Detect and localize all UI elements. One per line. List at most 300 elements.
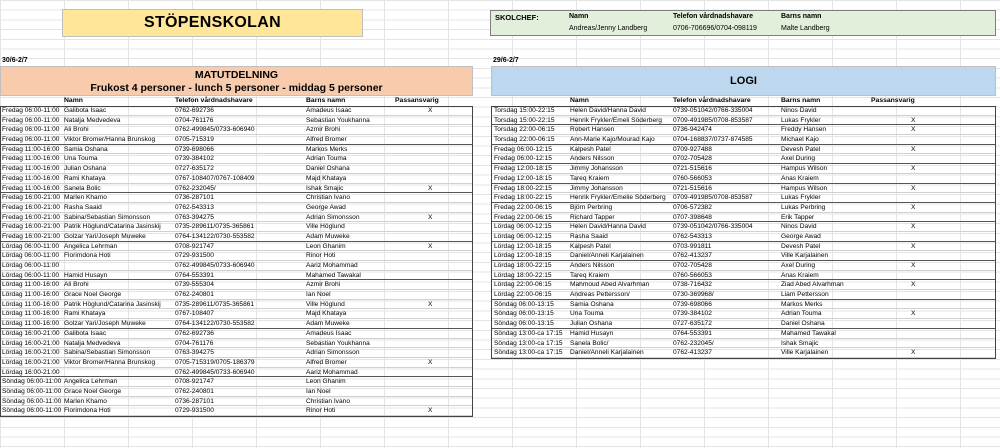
right-cell-barn: Mahamed Tawakal bbox=[781, 329, 836, 337]
left-table-row[interactable] bbox=[0, 232, 473, 242]
left-table-row[interactable] bbox=[0, 387, 473, 397]
left-cell-barn: Mahamed Tawakal bbox=[306, 271, 361, 279]
left-cell-time: Lördag 16:00-21:00 bbox=[2, 368, 60, 376]
left-cell-namn: Rami Khataya bbox=[64, 174, 106, 182]
left-table-row[interactable] bbox=[0, 368, 473, 378]
right-cell-time: Torsdag 15:00-22:15 bbox=[494, 116, 555, 124]
left-table-row[interactable] bbox=[0, 213, 473, 223]
left-cell-namn: Marlen Khamo bbox=[64, 194, 107, 202]
right-cell-barn: Anas Kraiem bbox=[781, 174, 819, 182]
right-table-row[interactable] bbox=[491, 164, 996, 174]
right-cell-passansvarig: X bbox=[911, 203, 916, 211]
left-table-row[interactable] bbox=[0, 125, 473, 135]
right-table-row[interactable] bbox=[491, 319, 996, 329]
left-cell-namn: Hamid Husayn bbox=[64, 271, 108, 279]
left-cell-time: Lördag 16:00-21:00 bbox=[2, 358, 60, 366]
right-table-row[interactable] bbox=[491, 280, 996, 290]
right-cell-namn: Hamid Husayn bbox=[570, 329, 614, 337]
right-table-row[interactable] bbox=[491, 184, 996, 194]
right-table-row[interactable] bbox=[491, 116, 996, 126]
right-cell-passansvarig: X bbox=[911, 165, 916, 173]
right-cell-time: Söndag 06:00-13:15 bbox=[494, 300, 554, 308]
right-cell-barn: Ishak Smajic bbox=[781, 339, 819, 347]
left-cell-time: Lördag 11:00-16:00 bbox=[2, 291, 60, 299]
right-cell-time: Lördag 22:00-06:15 bbox=[494, 291, 552, 299]
right-cell-telefon: 0709-927488 bbox=[673, 145, 712, 153]
left-cell-time: Lördag 16:00-21:00 bbox=[2, 349, 60, 357]
matutdelning-header[interactable] bbox=[0, 66, 473, 96]
right-cell-namn: Björn Perbring bbox=[570, 203, 613, 211]
right-cell-telefon: 0709-491985/0708-853587 bbox=[673, 194, 753, 202]
left-cell-barn: Ian Noel bbox=[306, 387, 331, 395]
right-cell-time: Fredag 22:00-06:15 bbox=[494, 203, 552, 211]
left-cell-namn: Ali Brohi bbox=[64, 126, 89, 134]
right-table-row[interactable] bbox=[491, 145, 996, 155]
left-cell-telefon: 0739-555304 bbox=[175, 281, 214, 289]
left-cell-namn: Ali Brohi bbox=[64, 281, 89, 289]
right-cell-passansvarig: X bbox=[911, 262, 916, 269]
right-cell-barn: Michael Kajo bbox=[781, 136, 819, 144]
left-cell-time: Fredag 06:00-11:00 bbox=[2, 107, 60, 114]
right-column-headers bbox=[491, 97, 996, 106]
left-cell-barn: Amadeus Isaac bbox=[306, 329, 352, 337]
left-cell-telefon: 0762-232045/ bbox=[175, 184, 216, 192]
left-cell-time: Lördag 11:00-16:00 bbox=[2, 310, 60, 318]
right-cell-telefon: 0762-232045/ bbox=[673, 339, 714, 347]
right-cell-time: Torsdag 15:00-22:15 bbox=[494, 107, 555, 114]
left-cell-telefon: 0739-384102 bbox=[175, 155, 214, 163]
right-cell-passansvarig: X bbox=[911, 116, 916, 124]
right-cell-passansvarig: X bbox=[911, 242, 916, 250]
left-cell-namn: Florimdona Hoti bbox=[64, 252, 111, 260]
skolchef-header-namn: Namn bbox=[569, 13, 589, 20]
left-cell-time: Lördag 11:00-16:00 bbox=[2, 300, 60, 308]
skolchef-header-telefon: Telefon vårdnadshavare bbox=[673, 13, 754, 20]
right-cell-barn: Lukas Frykler bbox=[781, 194, 821, 202]
right-table-row[interactable] bbox=[491, 174, 996, 184]
left-cell-barn: Adrian Simonsson bbox=[306, 349, 360, 357]
right-table-row[interactable] bbox=[491, 232, 996, 242]
left-cell-time: Fredag 06:00-11:00 bbox=[2, 126, 60, 134]
left-cell-namn: Samia Oshana bbox=[64, 145, 108, 153]
left-cell-namn: Galibota Isaac bbox=[64, 329, 107, 337]
left-cell-telefon: 0735-289611/0735-365861 bbox=[175, 223, 255, 231]
left-cell-barn: Rinor Hoti bbox=[306, 252, 336, 260]
left-cell-telefon: 0727-635172 bbox=[175, 165, 214, 173]
right-cell-barn: Axel During bbox=[781, 262, 816, 269]
left-cell-namn: Sabina/Sebastian Simonsson bbox=[64, 349, 151, 357]
left-header-namn: Namn bbox=[64, 97, 83, 104]
skolchef-barn: Malte Landberg bbox=[781, 25, 830, 32]
right-cell-time: Lördag 12:00-18:15 bbox=[494, 242, 552, 250]
right-cell-namn: Jimmy Johansson bbox=[570, 165, 623, 173]
right-cell-time: Torsdag 22:00-06:15 bbox=[494, 126, 555, 134]
right-header-barn: Barns namn bbox=[781, 97, 821, 104]
right-cell-telefon: 0702-705428 bbox=[673, 155, 712, 163]
left-cell-namn: Sabina/Sebastian Simonsson bbox=[64, 213, 151, 221]
left-table-row[interactable] bbox=[0, 358, 473, 368]
left-cell-barn: Amadeus Isaac bbox=[306, 107, 352, 114]
right-table-row[interactable] bbox=[491, 300, 996, 310]
left-cell-namn: Angelica Lehrman bbox=[64, 378, 118, 386]
logi-header[interactable] bbox=[491, 66, 996, 96]
right-table-row[interactable] bbox=[491, 261, 996, 271]
left-table-row[interactable] bbox=[0, 329, 473, 339]
right-cell-telefon: 0739-384102 bbox=[673, 310, 712, 318]
left-header-passansvarig: Passansvarig bbox=[395, 97, 439, 104]
left-table-row[interactable] bbox=[0, 116, 473, 126]
right-cell-namn: Daniel/Anneli Karjalainen bbox=[570, 252, 644, 260]
skolchef-namn: Andreas/Jenny Landberg bbox=[569, 25, 648, 32]
right-cell-namn: Rasha Saaid bbox=[570, 232, 608, 240]
left-cell-telefon: 0708-921747 bbox=[175, 242, 214, 250]
right-cell-namn: Helen David/Hanna David bbox=[570, 107, 646, 114]
right-cell-passansvarig: X bbox=[911, 349, 916, 357]
right-cell-time: Lördag 18:00-22:15 bbox=[494, 271, 552, 279]
left-table-row[interactable] bbox=[0, 106, 473, 116]
left-cell-barn: Ishak Smajic bbox=[306, 184, 344, 192]
right-cell-namn: Anders Nilsson bbox=[570, 155, 615, 163]
left-cell-telefon: 0739-698066 bbox=[175, 145, 214, 153]
left-table-row[interactable] bbox=[0, 377, 473, 387]
left-table-row[interactable] bbox=[0, 145, 473, 155]
right-cell-telefon: 0704-168837/0737-874585 bbox=[673, 136, 753, 144]
left-cell-namn: Patrik Höglund/Catarina Jasinskij bbox=[64, 223, 161, 231]
left-cell-passansvarig: X bbox=[428, 107, 433, 114]
left-cell-telefon: 0762-499845/0733-606940 bbox=[175, 368, 255, 376]
right-table-row[interactable] bbox=[491, 242, 996, 252]
left-cell-telefon: 0762-692736 bbox=[175, 107, 214, 114]
right-cell-namn: Kalpesh Patel bbox=[570, 242, 611, 250]
left-cell-barn: Daniel Oshana bbox=[306, 165, 350, 173]
left-cell-telefon: 0729-931500 bbox=[175, 407, 214, 415]
left-cell-time: Lördag 06:00-11:00 bbox=[2, 262, 60, 269]
left-cell-barn: Adrian Simonsson bbox=[306, 213, 360, 221]
right-cell-namn: Ann-Marie Kajo/Mourad Kajo bbox=[570, 136, 655, 144]
right-cell-time: Fredag 06:00-12:15 bbox=[494, 145, 552, 153]
left-cell-namn: Viktor Bromer/Hanna Brunskog bbox=[64, 136, 156, 144]
left-cell-time: Fredag 11:00-16:00 bbox=[2, 155, 60, 163]
right-cell-telefon: 0760-566053 bbox=[673, 271, 712, 279]
left-cell-passansvarig: X bbox=[428, 213, 433, 221]
right-table-row[interactable] bbox=[491, 222, 996, 232]
right-cell-namn: Tareq Kraiem bbox=[570, 271, 610, 279]
left-table-row[interactable] bbox=[0, 135, 473, 145]
left-cell-namn: Una Touma bbox=[64, 155, 98, 163]
left-cell-telefon: 0704-761176 bbox=[175, 339, 214, 347]
left-cell-barn: Christian Ivano bbox=[306, 397, 350, 405]
right-cell-namn: Henrik Frykler/Emeli Söderberg bbox=[570, 116, 662, 124]
right-table-row[interactable] bbox=[491, 339, 996, 349]
left-cell-barn: Azmir Brohi bbox=[306, 281, 341, 289]
left-table-row[interactable] bbox=[0, 242, 473, 252]
right-cell-telefon: 0739-051042/0766-335004 bbox=[673, 107, 753, 114]
right-cell-namn: Samia Oshana bbox=[570, 300, 614, 308]
left-cell-namn: Rami Khataya bbox=[64, 310, 106, 318]
left-cell-telefon: 0736-287101 bbox=[175, 397, 214, 405]
right-cell-barn: Axel During bbox=[781, 155, 816, 163]
left-table-row[interactable] bbox=[0, 193, 473, 203]
left-cell-barn: Leon Ghanim bbox=[306, 242, 346, 250]
left-cell-time: Lördag 06:00-11:00 bbox=[2, 271, 60, 279]
right-cell-time: Fredag 06:00-12:15 bbox=[494, 155, 552, 163]
right-cell-time: Fredag 18:00-22:15 bbox=[494, 194, 552, 202]
left-cell-time: Fredag 11:00-16:00 bbox=[2, 145, 60, 153]
right-cell-barn: Adrian Touma bbox=[781, 310, 822, 318]
left-header-telefon: Telefon vårdnadshavare bbox=[175, 97, 253, 104]
left-cell-passansvarig: X bbox=[428, 184, 433, 192]
right-cell-telefon: 0730-369968/ bbox=[673, 291, 714, 299]
right-table-row[interactable] bbox=[491, 125, 996, 135]
left-cell-telefon: 0763-394275 bbox=[175, 349, 214, 357]
school-title-cell[interactable] bbox=[62, 9, 363, 37]
left-cell-time: Fredag 16:00-21:00 bbox=[2, 194, 60, 202]
right-cell-barn: Liam Pettersson bbox=[781, 291, 829, 299]
left-cell-telefon: 0764-134122/0730-553582 bbox=[175, 232, 255, 240]
left-cell-time: Lördag 16:00-21:00 bbox=[2, 339, 60, 347]
right-cell-time: Söndag 13:00-ca 17:15 bbox=[494, 349, 563, 357]
right-cell-barn: Devesh Patel bbox=[781, 242, 821, 250]
left-cell-passansvarig: X bbox=[428, 407, 433, 415]
right-cell-namn: Henrik Frykler/Emelie Söderberg bbox=[570, 194, 666, 202]
right-cell-passansvarig: X bbox=[911, 223, 916, 231]
left-cell-time: Fredag 16:00-21:00 bbox=[2, 203, 60, 211]
right-cell-namn: Tareq Kraiem bbox=[570, 174, 610, 182]
left-table-row[interactable] bbox=[0, 251, 473, 261]
right-daterange: 29/6-2/7 bbox=[493, 57, 519, 64]
school-title: STÖPENSKOLAN bbox=[144, 14, 281, 31]
right-cell-barn: Ziad Abed Alvarhman bbox=[781, 281, 844, 289]
right-table-row[interactable] bbox=[491, 154, 996, 164]
left-cell-telefon: 0762-240801 bbox=[175, 291, 214, 299]
right-cell-barn: George Awad bbox=[781, 232, 821, 240]
left-cell-barn: Majd Khataya bbox=[306, 174, 347, 182]
left-cell-namn: Natalja Medvedeva bbox=[64, 116, 121, 124]
right-cell-barn: Anas Kraiem bbox=[781, 271, 819, 279]
right-cell-barn: Hampus Wilson bbox=[781, 165, 828, 173]
right-cell-time: Lördag 18:00-22:15 bbox=[494, 262, 552, 269]
left-cell-namn: Natalja Medvedeva bbox=[64, 339, 121, 347]
left-cell-barn: Christian Ivano bbox=[306, 194, 350, 202]
right-cell-passansvarig: X bbox=[911, 126, 916, 134]
right-table-row[interactable] bbox=[491, 106, 996, 116]
left-table-row[interactable] bbox=[0, 339, 473, 349]
right-header-passansvarig: Passansvarig bbox=[871, 97, 915, 104]
right-cell-telefon: 0738-716432 bbox=[673, 281, 712, 289]
right-cell-barn: Markos Merks bbox=[781, 300, 823, 308]
left-cell-time: Fredag 16:00-21:00 bbox=[2, 232, 60, 240]
right-table-row[interactable] bbox=[491, 251, 996, 261]
left-cell-time: Lördag 06:00-11:00 bbox=[2, 252, 60, 260]
right-cell-telefon: 0736-942474 bbox=[673, 126, 712, 134]
left-cell-namn: Angelica Lehrman bbox=[64, 242, 118, 250]
right-cell-telefon: 0709-491985/0708-853587 bbox=[673, 116, 753, 124]
left-cell-barn: George Awad bbox=[306, 203, 346, 211]
left-cell-namn: Julian Oshana bbox=[64, 165, 107, 173]
left-table-row[interactable] bbox=[0, 154, 473, 164]
right-header-telefon: Telefon vårdnadshavare bbox=[673, 97, 751, 104]
left-cell-time: Fredag 16:00-21:00 bbox=[2, 213, 60, 221]
left-cell-time: Fredag 11:00-16:00 bbox=[2, 184, 60, 192]
left-table-row[interactable] bbox=[0, 222, 473, 232]
right-table-row[interactable] bbox=[491, 203, 996, 213]
left-table-row[interactable] bbox=[0, 174, 473, 184]
left-table-row[interactable] bbox=[0, 397, 473, 407]
left-cell-time: Lördag 11:00-16:00 bbox=[2, 281, 60, 289]
right-cell-time: Fredag 12:00-18:15 bbox=[494, 165, 552, 173]
left-cell-namn: Galibota Isaac bbox=[64, 107, 107, 114]
right-cell-telefon: 0762-413237 bbox=[673, 349, 712, 357]
left-cell-time: Fredag 16:00-21:00 bbox=[2, 223, 60, 231]
right-cell-time: Söndag 06:00-13:15 bbox=[494, 310, 554, 318]
matutdelning-subtitle: Frukost 4 personer - lunch 5 personer - middag 5 personer bbox=[90, 82, 383, 94]
left-cell-telefon: 0767-108407/0767-108409 bbox=[175, 174, 255, 182]
left-cell-telefon: 0705-715319/0705-186379 bbox=[175, 358, 255, 366]
skolchef-telefon: 0706-706696/0704-098119 bbox=[673, 25, 757, 32]
left-daterange: 30/6-2/7 bbox=[2, 57, 28, 64]
right-cell-barn: Ville Karjalainen bbox=[781, 349, 829, 357]
left-cell-telefon: 0704-761176 bbox=[175, 116, 214, 124]
left-cell-time: Söndag 06:00-11:00 bbox=[2, 397, 62, 405]
right-table-row[interactable] bbox=[491, 193, 996, 203]
right-cell-barn: Daniel Oshana bbox=[781, 320, 825, 328]
left-cell-time: Lördag 06:00-11:00 bbox=[2, 242, 60, 250]
left-table-row[interactable] bbox=[0, 184, 473, 194]
left-table-row[interactable] bbox=[0, 348, 473, 358]
right-cell-passansvarig: X bbox=[911, 310, 916, 318]
right-cell-passansvarig: X bbox=[911, 281, 916, 289]
left-cell-barn: Adam Muweke bbox=[306, 320, 350, 328]
right-header-namn: Namn bbox=[570, 97, 589, 104]
right-cell-namn: Una Touma bbox=[570, 310, 604, 318]
left-table-row[interactable] bbox=[0, 309, 473, 319]
left-cell-telefon: 0736-287101 bbox=[175, 194, 214, 202]
left-cell-barn: Rinor Hoti bbox=[306, 407, 336, 415]
right-cell-barn: Hampus Wilson bbox=[781, 184, 828, 192]
right-cell-namn: Daniel/Anneli Karjalainen bbox=[570, 349, 644, 357]
right-cell-telefon: 0721-515616 bbox=[673, 184, 712, 192]
logi-table bbox=[491, 106, 996, 358]
logi-title: LOGI bbox=[730, 75, 757, 87]
left-cell-barn: Ian Noel bbox=[306, 291, 331, 299]
left-table-row[interactable] bbox=[0, 261, 473, 271]
left-cell-namn: Golzar Yari/Joseph Muweke bbox=[64, 232, 146, 240]
right-cell-time: Fredag 12:00-18:15 bbox=[494, 174, 552, 182]
right-cell-barn: Lukas Frykler bbox=[781, 116, 821, 124]
left-cell-time: Söndag 06:00-11:00 bbox=[2, 378, 62, 386]
right-cell-time: Torsdag 22:00-06:15 bbox=[494, 136, 555, 144]
left-cell-namn: Golzar Yari/Joseph Muweke bbox=[64, 320, 146, 328]
right-cell-time: Lördag 06:00-12:15 bbox=[494, 232, 552, 240]
right-cell-telefon: 0702-705428 bbox=[673, 262, 712, 269]
left-cell-time: Söndag 06:00-11:00 bbox=[2, 407, 62, 415]
right-cell-namn: Julian Oshana bbox=[570, 320, 613, 328]
left-cell-telefon: 0764-553391 bbox=[175, 271, 214, 279]
left-cell-time: Fredag 11:00-16:00 bbox=[2, 174, 60, 182]
right-cell-passansvarig: X bbox=[911, 184, 916, 192]
right-cell-telefon: 0721-515616 bbox=[673, 165, 712, 173]
left-cell-passansvarig: X bbox=[428, 300, 433, 308]
left-column-headers bbox=[0, 97, 473, 106]
right-cell-namn: Robert Hansen bbox=[570, 126, 615, 134]
right-cell-namn: Richard Tapper bbox=[570, 213, 615, 221]
left-cell-barn: Aariz Mohammad bbox=[306, 262, 358, 269]
right-cell-barn: Freddy Hansen bbox=[781, 126, 827, 134]
left-cell-time: Fredag 06:00-11:00 bbox=[2, 116, 60, 124]
left-cell-namn: Sanela Bolic bbox=[64, 184, 101, 192]
right-cell-barn: Devesh Patel bbox=[781, 145, 821, 153]
right-cell-namn: Mahmoud Abed Alvarhman bbox=[570, 281, 650, 289]
right-table-row[interactable] bbox=[491, 290, 996, 300]
right-cell-telefon: 0762-543313 bbox=[673, 232, 712, 240]
right-cell-time: Söndag 13:00-ca 17:15 bbox=[494, 339, 563, 347]
left-cell-time: Söndag 06:00-11:00 bbox=[2, 387, 62, 395]
right-cell-telefon: 0703-991811 bbox=[673, 242, 712, 250]
right-cell-time: Lördag 22:00-06:15 bbox=[494, 281, 552, 289]
right-cell-barn: Ninos David bbox=[781, 107, 817, 114]
left-table-row[interactable] bbox=[0, 300, 473, 310]
left-cell-telefon: 0729-931500 bbox=[175, 252, 214, 260]
left-header-barn: Barns namn bbox=[306, 97, 346, 104]
left-cell-barn: Alfred Bromer bbox=[306, 136, 347, 144]
right-cell-telefon: 0764-553391 bbox=[673, 329, 712, 337]
left-cell-barn: Azmir Brohi bbox=[306, 126, 341, 134]
left-cell-namn: Viktor Bromer/Hanna Brunskog bbox=[64, 358, 156, 366]
left-cell-namn: Grace Noel George bbox=[64, 387, 122, 395]
left-table-row[interactable] bbox=[0, 290, 473, 300]
matutdelning-table bbox=[0, 106, 473, 416]
left-cell-barn: Markos Merks bbox=[306, 145, 348, 153]
left-table-row[interactable] bbox=[0, 319, 473, 329]
left-cell-telefon: 0762-499845/0733-606940 bbox=[175, 126, 255, 134]
right-cell-barn: Erik Tapper bbox=[781, 213, 815, 221]
left-cell-telefon: 0767-108407 bbox=[175, 310, 214, 318]
right-table-row[interactable] bbox=[491, 348, 996, 358]
left-table-row[interactable] bbox=[0, 406, 473, 416]
right-table-row[interactable] bbox=[491, 271, 996, 281]
right-cell-time: Lördag 12:00-18:15 bbox=[494, 252, 552, 260]
right-cell-time: Söndag 06:00-13:15 bbox=[494, 320, 554, 328]
left-table-row[interactable] bbox=[0, 203, 473, 213]
right-cell-telefon: 0739-051042/0766-335004 bbox=[673, 223, 753, 231]
right-table-row[interactable] bbox=[491, 213, 996, 223]
right-cell-telefon: 0739-698066 bbox=[673, 300, 712, 308]
right-cell-time: Söndag 13:00-ca 17:15 bbox=[494, 329, 563, 337]
right-table-row[interactable] bbox=[491, 329, 996, 339]
left-cell-namn: Patrik Höglund/Catarina Jasinskij bbox=[64, 300, 161, 308]
left-cell-time: Lördag 11:00-16:00 bbox=[2, 320, 60, 328]
left-cell-barn: Adrian Touma bbox=[306, 155, 347, 163]
left-cell-barn: Ville Höglund bbox=[306, 300, 345, 308]
right-cell-telefon: 0727-635172 bbox=[673, 320, 712, 328]
left-table-row[interactable] bbox=[0, 164, 473, 174]
left-cell-telefon: 0762-692736 bbox=[175, 329, 214, 337]
right-cell-namn: Andreas Pettersson/ bbox=[570, 291, 630, 299]
left-table-row[interactable] bbox=[0, 280, 473, 290]
left-table-row[interactable] bbox=[0, 271, 473, 281]
right-cell-passansvarig: X bbox=[911, 145, 916, 153]
skolchef-box[interactable] bbox=[490, 10, 996, 36]
matutdelning-title: MATUTDELNING bbox=[194, 69, 279, 81]
right-cell-namn: Jimmy Johansson bbox=[570, 184, 623, 192]
right-table-row[interactable] bbox=[491, 135, 996, 145]
left-cell-telefon: 0763-394275 bbox=[175, 213, 214, 221]
right-table-row[interactable] bbox=[491, 309, 996, 319]
left-cell-telefon: 0705-715319 bbox=[175, 136, 214, 144]
left-cell-barn: Sebastian Youkhanna bbox=[306, 339, 370, 347]
left-cell-barn: Majd Khataya bbox=[306, 310, 347, 318]
left-cell-namn: Marlen Khamo bbox=[64, 397, 107, 405]
